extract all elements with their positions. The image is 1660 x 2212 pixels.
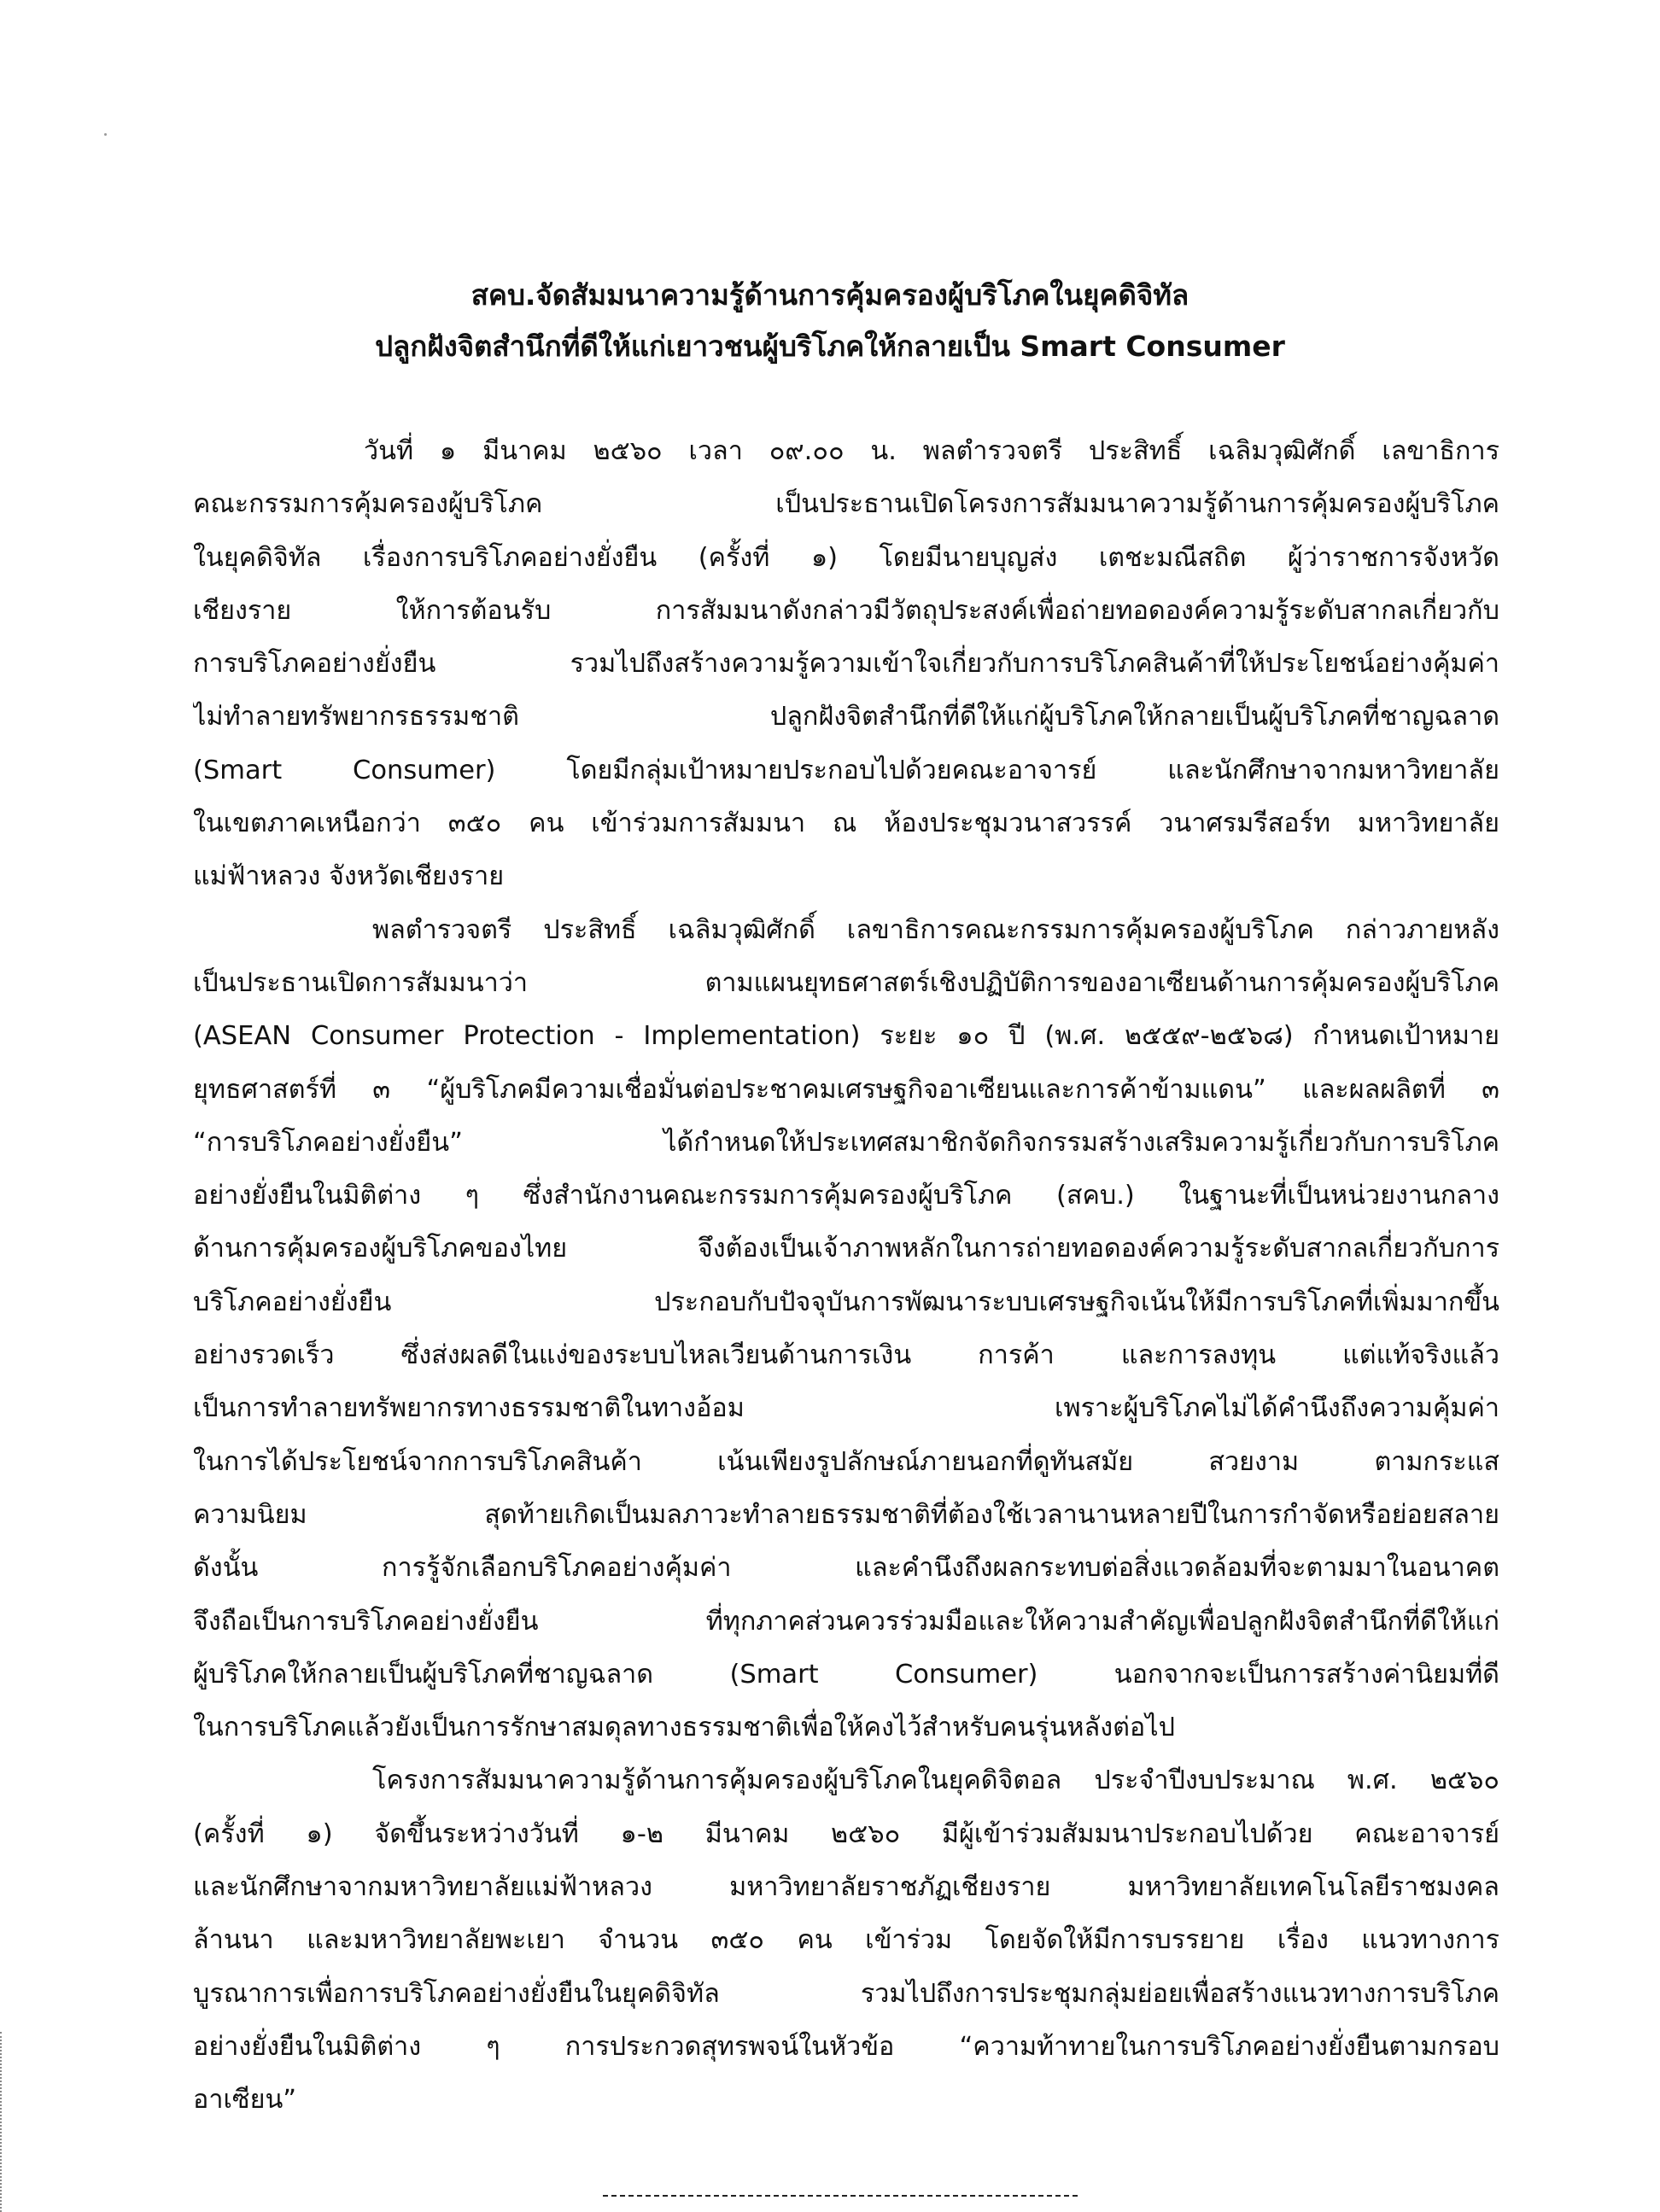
paragraph-line: (ครั้งที่ ๑) จัดขึ้นระหว่างวันที่ ๑-๒ มีนาคม ๒๕๖๐ มีผู้เข้าร่วมสัมมนาประกอบไปด้วย คณะอาจารย์ xyxy=(193,1818,1499,1849)
paragraph-line: ด้านการคุ้มครองผู้บริโภคของไทย จึงต้องเป็นเจ้าภาพหลักในการถ่ายทอดองค์ความรู้ระดับสากลเกี่ยวกับการ xyxy=(193,1234,1499,1264)
paragraph-line: ยุทธศาสตร์ที่ ๓ “ผู้บริโภคมีความเชื่อมั่นต่อประชาคมเศรษฐกิจอาเซียนและการค้าข้ามแดน” และผลผลิตที่ ๓ xyxy=(193,1074,1499,1105)
paragraph-line: จึงถือเป็นการบริโภคอย่างยั่งยืน ที่ทุกภาคส่วนควรร่วมมือและให้ความสำคัญเพื่อปลูกฝังจิตสำนึกที่ดีให้แก่ xyxy=(193,1606,1499,1637)
paragraph-line: วันที่ ๑ มีนาคม ๒๕๖๐ เวลา ๐๙.๐๐ น. พลตำรวจตรี ประสิทธิ์ เฉลิมวุฒิศักดิ์ เลขาธิการ xyxy=(364,436,1499,466)
paragraph-line: อย่างยั่งยืนในมิติต่าง ๆ การประกวดสุทรพจน์ในหัวข้อ “ความท้าทายในการบริโภคอย่างยั่งยืนตามกรอบ xyxy=(193,2031,1499,2062)
paragraph-line: ในเขตภาคเหนือกว่า ๓๕๐ คน เข้าร่วมการสัมมนา ณ ห้องประชุมวนาสวรรค์ วนาศรมรีสอร์ท มหาวิทยาลัย xyxy=(193,808,1499,839)
paragraph-line: ไม่ทำลายทรัพยากรธรรมชาติ ปลูกฝังจิตสำนึกที่ดีให้แก่ผู้บริโภคให้กลายเป็นผู้บริโภคที่ชาญฉลาด xyxy=(193,702,1499,732)
paragraph-line: ล้านนา และมหาวิทยาลัยพะเยา จำนวน ๓๕๐ คน เข้าร่วม โดยจัดให้มีการบรรยาย เรื่อง แนวทางการ xyxy=(193,1925,1499,1956)
paragraph-line: การบริโภคอย่างยั่งยืน รวมไปถึงสร้างความรู้ความเข้าใจเกี่ยวกับการบริโภคสินค้าที่ให้ประโยชน์อย่างคุ้มค่า xyxy=(193,649,1499,680)
end-divider xyxy=(603,2195,1078,2197)
paragraph-line: (Smart Consumer) โดยมีกลุ่มเป้าหมายประกอบไปด้วยคณะอาจารย์ และนักศึกษาจากมหาวิทยาลัย xyxy=(193,755,1499,785)
paragraph-line: ในยุคดิจิทัล เรื่องการบริโภคอย่างยั่งยืน (ครั้งที่ ๑) โดยมีนายบุญส่ง เตชะมณีสถิต ผู้ว่าราชการจังหวัด xyxy=(193,542,1499,573)
paragraph-line: ดังนั้น การรู้จักเลือกบริโภคอย่างคุ้มค่า และคำนึงถึงผลกระทบต่อสิ่งแวดล้อมที่จะตามมาในอนาคต xyxy=(193,1553,1499,1584)
paragraph-line: เป็นการทำลายทรัพยากรทางธรรมชาติในทางอ้อม เพราะผู้บริโภคไม่ได้คำนึงถึงความคุ้มค่า xyxy=(193,1393,1499,1424)
paragraph-line: อาเซียน” xyxy=(193,2085,297,2116)
paragraph-line: อย่างรวดเร็ว ซึ่งส่งผลดีในแง่ของระบบไหลเวียนด้านการเงิน การค้า และการลงทุน แต่แท้จริงแล้ว xyxy=(193,1340,1499,1371)
paragraph-line: คณะกรรมการคุ้มครองผู้บริโภค เป็นประธานเปิดโครงการสัมมนาความรู้ด้านการคุ้มครองผู้บริโภค xyxy=(193,489,1499,520)
paragraph-1 xyxy=(193,425,1499,904)
document-title xyxy=(171,270,1489,372)
paragraph-3 xyxy=(193,1754,1499,2127)
paragraph-line: เชียงราย ให้การต้อนรับ การสัมมนาดังกล่าวมีวัตถุประสงค์เพื่อถ่ายทอดองค์ความรู้ระดับสากลเกี่ยวกับ xyxy=(193,595,1499,626)
paragraph-line: บริโภคอย่างยั่งยืน ประกอบกับปัจจุบันการพัฒนาระบบเศรษฐกิจเน้นให้มีการบริโภคที่เพิ่มมากขึ้น xyxy=(193,1287,1499,1317)
scan-margin-marks xyxy=(0,2032,7,2212)
paragraph-line: ผู้บริโภคให้กลายเป็นผู้บริโภคที่ชาญฉลาด (Smart Consumer) นอกจากจะเป็นการสร้างค่านิยมที่ดี xyxy=(193,1659,1499,1690)
paragraph-line: ในการบริโภคแล้วยังเป็นการรักษาสมดุลทางธรรมชาติเพื่อให้คงไว้สำหรับคนรุ่นหลังต่อไป xyxy=(193,1713,1175,1743)
paragraph-line: เป็นประธานเปิดการสัมมนาว่า ตามแผนยุทธศาสตร์เชิงปฏิบัติการของอาเซียนด้านการคุ้มครองผู้บริโภค xyxy=(193,967,1499,998)
paragraph-line: (ASEAN Consumer Protection - Implementation) ระยะ ๑๐ ปี (พ.ศ. ๒๕๕๙-๒๕๖๘) กำหนดเป้าหมาย xyxy=(193,1021,1499,1052)
paragraph-line: แม่ฟ้าหลวง จังหวัดเชียงราย xyxy=(193,861,505,892)
title-line-2: ปลูกฝังจิตสำนึกที่ดีให้แก่เยาวชนผู้บริโภคให้กลายเป็น Smart Consumer xyxy=(375,330,1285,363)
paragraph-2 xyxy=(193,904,1499,1755)
paragraph-line: โครงการสัมมนาความรู้ด้านการคุ้มครองผู้บริโภคในยุคดิจิตอล ประจำปีงบประมาณ พ.ศ. ๒๕๖๐ xyxy=(372,1766,1499,1796)
scan-speck xyxy=(104,133,107,136)
paragraph-line: บูรณาการเพื่อการบริโภคอย่างยั่งยืนในยุคดิจิทัล รวมไปถึงการประชุมกลุ่มย่อยเพื่อสร้างแนวทางการบริโภค xyxy=(193,1978,1499,2009)
document-body xyxy=(193,425,1499,2127)
paragraph-line: พลตำรวจตรี ประสิทธิ์ เฉลิมวุฒิศักดิ์ เลขาธิการคณะกรรมการคุ้มครองผู้บริโภค กล่าวภายหลัง xyxy=(372,914,1499,945)
title-line-1: สคบ.จัดสัมมนาความรู้ด้านการคุ้มครองผู้บริโภคในยุคดิจิทัล xyxy=(471,278,1189,312)
paragraph-line: ในการได้ประโยชน์จากการบริโภคสินค้า เน้นเพียงรูปลักษณ์ภายนอกที่ดูทันสมัย สวยงาม ตามกระแส xyxy=(193,1446,1499,1477)
paragraph-line: ความนิยม สุดท้ายเกิดเป็นมลภาวะทำลายธรรมชาติที่ต้องใช้เวลานานหลายปีในการกำจัดหรือย่อยสลาย xyxy=(193,1499,1499,1530)
paragraph-line: “การบริโภคอย่างยั่งยืน” ได้กำหนดให้ประเทศสมาชิกจัดกิจกรรมสร้างเสริมความรู้เกี่ยวกับการบริโภค xyxy=(193,1127,1499,1158)
paragraph-line: อย่างยั่งยืนในมิติต่าง ๆ ซึ่งสำนักงานคณะกรรมการคุ้มครองผู้บริโภค (สคบ.) ในฐานะที่เป็นหน่วยงานกลาง xyxy=(193,1181,1499,1211)
paragraph-line: และนักศึกษาจากมหาวิทยาลัยแม่ฟ้าหลวง มหาวิทยาลัยราชภัฏเชียงราย มหาวิทยาลัยเทคโนโลยีราชมงคล xyxy=(193,1872,1499,1903)
